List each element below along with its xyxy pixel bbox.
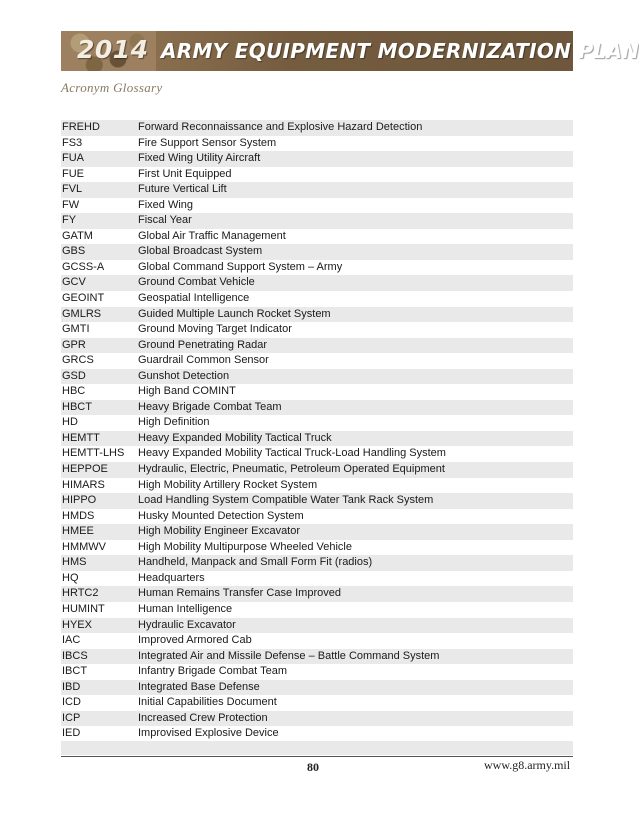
table-row: [61, 307, 573, 323]
acronym: FUA: [62, 152, 84, 165]
acronym-definition: Fixed Wing: [138, 198, 194, 211]
acronym-definition: Ground Penetrating Radar: [138, 338, 268, 351]
acronym-definition: Infantry Brigade Combat Team: [138, 665, 287, 678]
acronym: IBCT: [62, 665, 88, 678]
acronym: GCV: [62, 276, 86, 289]
table-row: [61, 431, 573, 447]
acronym-definition: Fixed Wing Utility Aircraft: [138, 152, 261, 165]
acronym: FVL: [62, 183, 83, 196]
acronym-definition: Global Air Traffic Management: [138, 229, 286, 242]
acronym-definition: Husky Mounted Detection System: [138, 509, 304, 522]
acronym: HMMWV: [62, 540, 106, 553]
website-link[interactable]: www.g8.army.mil: [484, 758, 571, 772]
acronym-definition: High Band COMINT: [138, 385, 236, 398]
acronym-definition: Integrated Air and Missile Defense – Battle Command System: [138, 649, 440, 662]
acronym-definition: High Mobility Multipurpose Wheeled Vehicle: [138, 540, 352, 553]
table-row: [61, 618, 573, 634]
acronym-definition: High Definition: [138, 416, 210, 429]
table-row: [61, 540, 573, 556]
acronym-definition: High Mobility Engineer Excavator: [138, 525, 301, 538]
acronym: HEMTT-LHS: [62, 447, 125, 460]
acronym: GPR: [62, 338, 86, 351]
acronym: IAC: [62, 634, 81, 647]
table-end-band: [61, 741, 573, 755]
table-row: [61, 602, 573, 618]
acronym-definition: High Mobility Artillery Rocket System: [138, 478, 318, 491]
table-row: [61, 400, 573, 416]
acronym-definition: Load Handling System Compatible Water Tank Rack System: [138, 494, 434, 507]
acronym: FREHD: [62, 121, 100, 133]
table-row: [61, 229, 573, 245]
acronym-definition: Guardrail Common Sensor: [138, 354, 269, 367]
acronym-definition: Forward Reconnaissance and Explosive Hazard Detection: [138, 121, 423, 133]
acronym: FW: [62, 198, 80, 211]
acronym: IBCS: [62, 649, 88, 662]
acronym-definition: Ground Combat Vehicle: [138, 276, 255, 289]
acronym: HBC: [62, 385, 86, 398]
acronym: HQ: [62, 571, 79, 584]
acronym: IED: [62, 727, 81, 740]
banner-year: 2014: [77, 35, 149, 64]
acronym-definition: Gunshot Detection: [138, 369, 230, 382]
acronym-definition: Headquarters: [138, 571, 205, 584]
table-row: [61, 384, 573, 400]
table-row: [61, 120, 573, 136]
table-row: [61, 322, 573, 338]
acronym-definition: Fiscal Year: [138, 214, 192, 227]
acronym: HMEE: [62, 525, 94, 538]
table-row: [61, 524, 573, 540]
acronym: FS3: [62, 136, 83, 149]
acronym-definition: Increased Crew Protection: [138, 711, 268, 724]
acronym-definition: Future Vertical Lift: [138, 183, 227, 196]
banner-title: ARMY EQUIPMENT MODERNIZATION PLAN: [161, 39, 639, 63]
table-row: [61, 338, 573, 354]
acronym-definition: Heavy Expanded Mobility Tactical Truck-Load Handling System: [138, 447, 446, 460]
table-row: [61, 664, 573, 680]
acronym: GMLRS: [62, 307, 102, 320]
table-row: [61, 182, 573, 198]
acronym: HD: [62, 416, 78, 429]
acronym-definition: Handheld, Manpack and Small Form Fit (radios): [138, 556, 373, 569]
footer-rule: [61, 756, 573, 757]
acronym-definition: Improvised Explosive Device: [138, 727, 279, 740]
table-row: [61, 291, 573, 307]
acronym: GSD: [62, 369, 86, 382]
acronym: HEPPOE: [62, 463, 108, 476]
acronym-definition: Human Intelligence: [138, 602, 233, 615]
table-row: [61, 244, 573, 260]
table-row: [61, 555, 573, 571]
table-row: [61, 136, 573, 152]
table-row: [61, 275, 573, 291]
table-row: [61, 198, 573, 214]
acronym: GBS: [62, 245, 86, 258]
table-row: [61, 415, 573, 431]
table-row: [61, 649, 573, 665]
table-row: [61, 633, 573, 649]
acronym-definition: Global Broadcast System: [138, 245, 263, 258]
acronym-definition: Heavy Brigade Combat Team: [138, 400, 282, 413]
section-title: Acronym Glossary: [61, 80, 163, 95]
acronym-definition: Ground Moving Target Indicator: [138, 323, 292, 336]
acronym-definition: Improved Armored Cab: [138, 634, 252, 647]
table-row: [61, 462, 573, 478]
acronym-definition: Hydraulic, Electric, Pneumatic, Petroleum Operated Equipment: [138, 463, 445, 476]
table-row: [61, 369, 573, 385]
acronym-definition: Geospatial Intelligence: [138, 292, 250, 305]
page-number: 80: [307, 760, 319, 774]
acronym: FY: [62, 214, 77, 227]
table-row: [61, 167, 573, 183]
acronym-definition: Guided Multiple Launch Rocket System: [138, 307, 331, 320]
table-row: [61, 726, 573, 742]
acronym: IBD: [62, 680, 81, 693]
table-row: [61, 711, 573, 727]
acronym-definition: Integrated Base Defense: [138, 680, 260, 693]
acronym: GRCS: [62, 354, 94, 367]
acronym-definition: Global Command Support System – Army: [138, 260, 343, 273]
table-row: [61, 586, 573, 602]
table-row: [61, 509, 573, 525]
acronym-glossary-table: [61, 120, 573, 742]
acronym: HIMARS: [62, 478, 105, 491]
acronym: GEOINT: [62, 292, 105, 305]
acronym-definition: Heavy Expanded Mobility Tactical Truck: [138, 431, 332, 444]
table-row: [61, 151, 573, 167]
acronym: HRTC2: [62, 587, 99, 600]
table-row: [61, 493, 573, 509]
table-row: [61, 446, 573, 462]
acronym-definition: Hydraulic Excavator: [138, 618, 236, 631]
acronym-definition: First Unit Equipped: [138, 167, 232, 180]
acronym-definition: Human Remains Transfer Case Improved: [138, 587, 341, 600]
acronym: HUMINT: [62, 602, 105, 615]
acronym-definition: Initial Capabilities Document: [138, 696, 277, 709]
table-row: [61, 260, 573, 276]
acronym: ICP: [62, 711, 81, 724]
acronym-definition: Fire Support Sensor System: [138, 136, 277, 149]
table-row: [61, 571, 573, 587]
acronym: GMTI: [62, 323, 90, 336]
acronym: HIPPO: [62, 494, 97, 507]
header-banner: [61, 31, 639, 71]
acronym: HBCT: [62, 400, 92, 413]
acronym: HMDS: [62, 509, 95, 522]
table-row: [61, 680, 573, 696]
acronym: HYEX: [62, 618, 92, 631]
table-row: [61, 213, 573, 229]
acronym: HMS: [62, 556, 87, 569]
acronym: FUE: [62, 167, 84, 180]
acronym: ICD: [62, 696, 81, 709]
acronym: GATM: [62, 229, 93, 242]
acronym: HEMTT: [62, 431, 100, 444]
table-row: [61, 695, 573, 711]
acronym: GCSS-A: [62, 260, 105, 273]
table-row: [61, 478, 573, 494]
table-row: [61, 353, 573, 369]
